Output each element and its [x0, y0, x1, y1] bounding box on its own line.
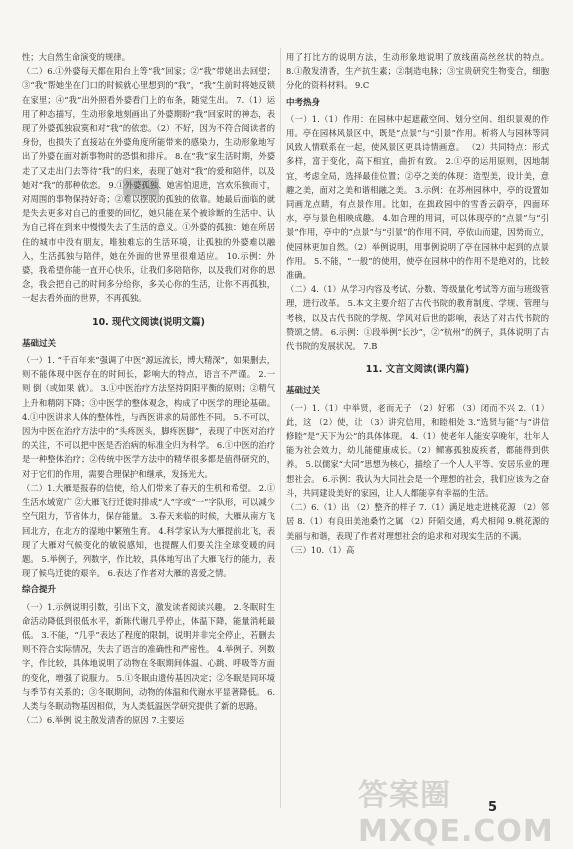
column-divider: [280, 48, 281, 808]
right-paragraph: （一）1.（1）中举贤，老而无子 （2）好邪 （3）闭而不兴 2.（1）此，这 （2）使，让 （3）讲究信用，和睦相处 3.“选贤与能”与“讲信修睦”是“天下为公”的具体体现。 4.（1）使老年人能安享晚年，壮年人能为社会效力，幼儿能健康成长。（2）鳏寡孤独废疾者，都能得到供养。 5.以儒家“大同”思想为核心，描绘了一个人人平等、安居乐业的理想社会。 6.示例：我认为大同社会是一个理想的社会，我们应该为之奋斗，共同建设美好的家园，让人人都能享有幸福的生活。: [286, 402, 549, 498]
right-column: [286, 50, 549, 557]
left-paragraph: （一）1. “千百年来”强调了中医“源远流长，博大精深”，如果删去，则不能体现中医存在的时间长，影响大的特点，语言不严谨。 2.一 则 倒（或如果 就）。 3.①中医治疗方法坚持阴阳平衡的原则；②精气上升和精阴下降；③中医学的整体观念，构成了中医学的理论基础。 4.①中医讲求人体的整体性，与西医讲求的局部性不同。 5.不可以，因为中医在治疗方法中的“头疼医头，脚疼医脚”，表现了中医对治疗的关注，不可以把中医是否治病的标准全归为科学。 6.①中医的治疗是一种整体治疗；②传统中医学方法中的精华很多都是值得研究的，对于它们的作用，需要合理保护和继承，发扬光大。: [22, 355, 275, 479]
combined-label: 综合提升: [22, 585, 57, 596]
left-paragraph: （二）6.①外婆每天都在阳台上等“我”回家；②“我”带姥出去回望；③“我”帮她坐在门口的时候就心里想到的“我”，“我”生前时将她反锁在家里；④“我”出外照看外婆看门上的布条，随觉生出。 7.（1）运用了种态描写，生动形象地刻画出了外婆期盼“我”回家时的神态，表现了外婆孤独寂寞和对“我”的依恋。（2）不好，因为不符合阅读者的身份，也损失了直接站在外婆角度所能带来的感染力，生动形象地写出了外婆在面对新事物时的恐惧和排斥。 8.在“我”家生活时期，外婆走了又走出门去等待“我”的归来，表现了她对“我”的爱和陪伴，以及她对“我”的那种依恋。 9.①外婆孤独、她害怕退进，宫欢乐独而寸，对周围的事物保持好奇；②难以摆脱的孤独的依靠。她最后面临的就是失去更多对自己的重要的回忆，她只能在某个被诊断的生活中、认为自己将在到来中慢慢失去了生活的意义。①外婆的孤独：她在所居住的城市中没有朋友，唯独难忘的生活环境，让孤独的外婆难以融入，生活孤独与陪伴，她在外面的世界里很难适应。 10.示例：外婆，我希望你能一直开心快乐，让我们多陪陪你，以及我们对你的思念，我会把自己的时间多分给你，多关心你的生活，让你不再孤独，一起去看外面的世界，不再孤独。: [22, 66, 275, 304]
right-paragraph: 用了打比方的说明方法，生动形象地说明了放线菌高丝丝状的特点。 8.①散发清香，生产抗生素；②制造电脉；③宝贵研究生物变合，细胞分化的资料材料。 9.C: [286, 52, 549, 91]
basic-label: 基础过关: [22, 338, 57, 349]
right-paragraph: （二）6.（1）出 （2）整齐的样子 7.（1）满足地走进桃花源 （2）邻居 8.（1）有良田美池桑竹之属 （2）阡陌交通，鸡犬相闻 9.桃花源的美丽与和谐，表现了作者对理想社会的追求和对现实生活的不满。: [286, 502, 549, 541]
page-number: 5: [488, 800, 498, 815]
right-paragraph: （二）4.（1）从学习内容及考试、分数、等级量化考试等方面与班级管理，进行改革。 5.本文主要介绍了古代书院的教育制度、学规、管理与考核，以及古代书院的学规、学风对后世的影响，表达了对古代书院的赞颂之情。 6.示例：①段举例“长沙”，②“杭州”的例子，具体说明了古代书院的发展状况。 7.B: [286, 284, 549, 352]
left-paragraph: （二）6.举例 说主散发清香的原因 7.主要运: [22, 715, 185, 726]
exam-label: 中考热身: [286, 97, 321, 108]
left-paragraph: （一）1.示例说明引数，引出下文，激发读者阅读兴趣。 2.冬眠时生命活动降低到很低水平，新陈代谢几乎停止，体温下降，能量消耗最低。 3.不能，“几乎”表达了程度的限制，说明并非完全停止，若删去则不符合实际情况，失去了语言的准确性和严密性。 4.举例子、列数字，作比较，具体地说明了动物在冬眠期间体温、心跳、呼吸等方面的变化，增强了说服力。 5.①冬眠由遗传基因决定；②冬眠是同环境与季节有关系的；③冬眠期间，动物的体温和代谢水平显著降低。 6.人类与冬眠动物基因相似，为人类低温医学研究提供了新的思路。: [22, 601, 275, 711]
section-10-title: 10. 现代文阅读(说明文篇): [92, 316, 205, 328]
left-paragraph: 性；大自然生命演变的规律。: [22, 52, 130, 62]
left-paragraph: （二）1.大雁是报春的信使，给人们带来了春天的生机和希望。 2.①生活水域宽广 ②大雁飞行迁徙时排成“人”字或“一”字队形，可以减少空气阻力，节省体力，保存能量。 3.春天来临的时候，大雁从南方飞回北方，在北方的湿地中繁殖生育。 4.科学家认为大雁提前北飞，表现了大雁对气候变化的敏锐感知，也提醒人们要关注全球变暖的问题。 5.举例子，列数字，作比较，具体地写出了大雁飞行的能力，表现了候鸟迁徙的艰辛。 6.表达了作者对大雁的喜爱之情。: [22, 482, 275, 579]
section-11-title: 11. 文言文阅读(课内篇): [365, 364, 470, 376]
left-column: [22, 50, 275, 727]
watermark: 答案圈 MXQE.COM: [358, 778, 554, 849]
right-paragraph: （三）10.（1）高: [286, 544, 355, 555]
basic-label: 基础过关: [286, 386, 321, 397]
right-paragraph: （一）1.（1）作用：在园林中起遮蔽空间、划分空间、组织景观的作用。亭在园林风景区中，既是“点景”与“引景”作用。析将人与园林等同风致人情联系在一起，使风景区更具诗情画意。 （2）共同特点：形式多样，富于变化，高下相宜，曲折有致。 2.①亭的运用原则，因地制宜，考虑全局，选择最佳位置；②亭之美的体现：造型美，设计美，意趣之美，面对之美和谐相融之美。 3.示例：在苏州园林中，亭的设置如同画龙点睛，有点景作用。比如，在拙政园中的雪香云蔚亭，四面环水，亭与景色相映成趣。 4.如合理的用词，可以体现亭的“点景”与“引景”作用，亭中的“点景”与“引景”的作用不同，亭依山而建，因势而立，使园林更加自然。（2）举例说明，用事例说明了亭在园林中起到的点景作用。 5.不能，“一般”的使用，使亭在园林中的作用不是绝对的，比较准确。: [286, 113, 549, 281]
